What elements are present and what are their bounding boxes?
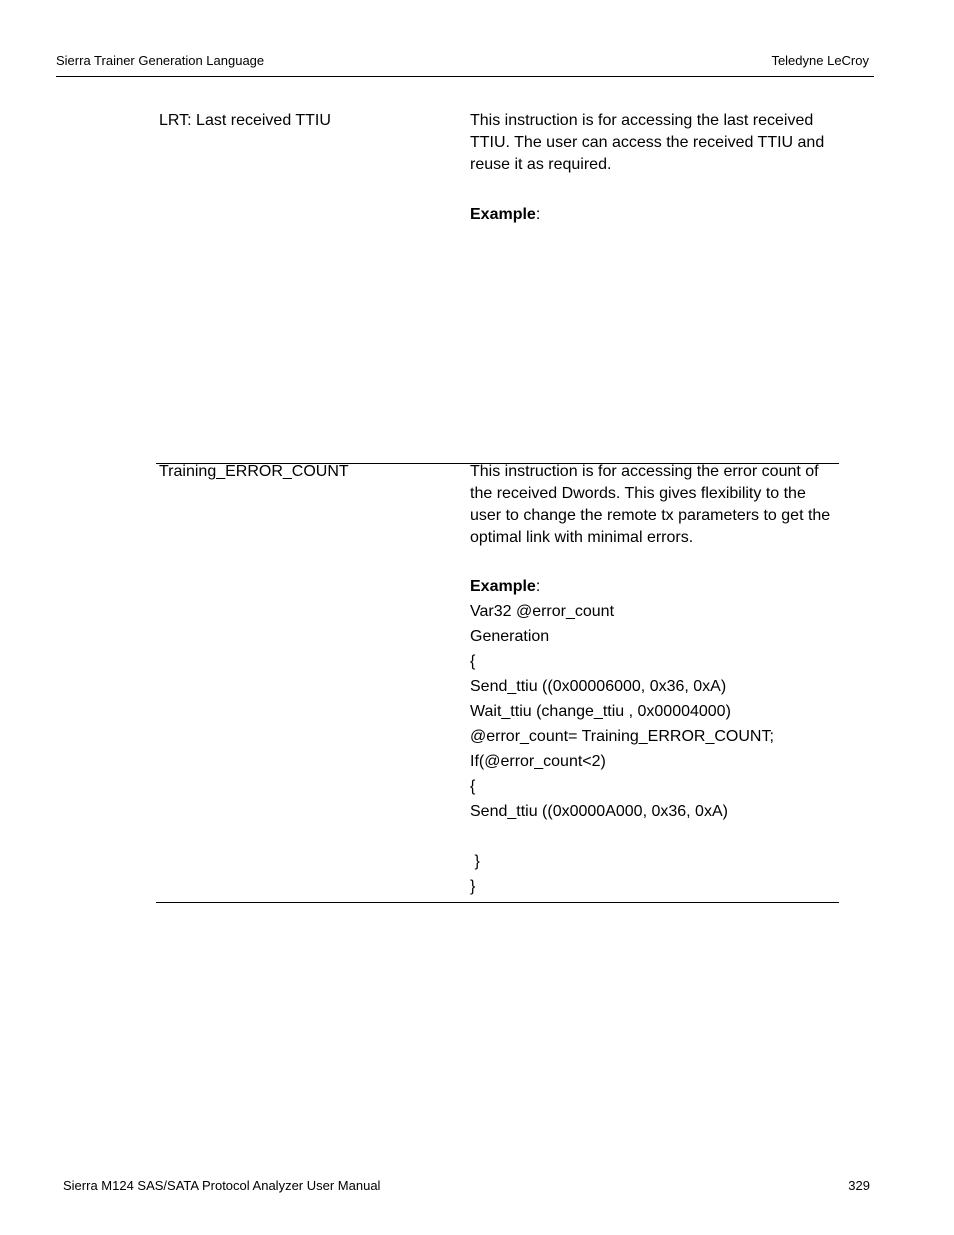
code-example (470, 599, 774, 899)
code-line: Var32 @error_count (470, 603, 615, 620)
header-divider (56, 76, 874, 77)
running-footer-title: Sierra M124 SAS/SATA Protocol Analyzer User Manual (63, 1178, 381, 1193)
example-label-training-error-count-colon: : (535, 578, 541, 595)
code-line: Send_ttiu ((0x0000A000, 0x36, 0xA) (470, 803, 728, 820)
code-line: Send_ttiu ((0x00006000, 0x36, 0xA) (470, 678, 727, 695)
table-bottom-rule (156, 902, 839, 903)
code-line: } (470, 878, 476, 895)
code-line: @error_count= Training_ERROR_COUNT; (470, 728, 774, 745)
term-training-error-count: Training_ERROR_COUNT (159, 463, 349, 480)
example-label-training-error-count (470, 577, 540, 597)
code-line: Wait_ttiu (change_ttiu , 0x00004000) (470, 703, 731, 720)
example-label-training-error-count-bold: Example (470, 578, 536, 595)
code-line (470, 824, 774, 849)
term-lrt: LRT: Last received TTIU (159, 112, 331, 129)
code-line: } (470, 853, 480, 870)
page-number: 329 (848, 1178, 870, 1193)
code-line: If(@error_count<2) (470, 753, 606, 770)
code-line: { (470, 778, 476, 795)
example-label-lrt (470, 205, 540, 225)
code-line: Generation (470, 628, 550, 645)
description-training-error-count (470, 461, 840, 549)
description-lrt (470, 110, 840, 176)
description-training-error-count-text: This instruction is for accessing the error count of the received Dwords. This gives flexibility to the user to change the remote tx parameters to get the optimal link with minimal errors. (470, 463, 831, 546)
running-header-title: Sierra Trainer Generation Language (56, 53, 265, 68)
running-header-company: Teledyne LeCroy (771, 53, 869, 68)
example-label-lrt-bold: Example (470, 206, 536, 223)
example-label-lrt-colon: : (535, 206, 541, 223)
description-lrt-text: This instruction is for accessing the last received TTIU. The user can access the received TTIU and reuse it as required. (470, 112, 825, 173)
code-line: { (470, 653, 476, 670)
